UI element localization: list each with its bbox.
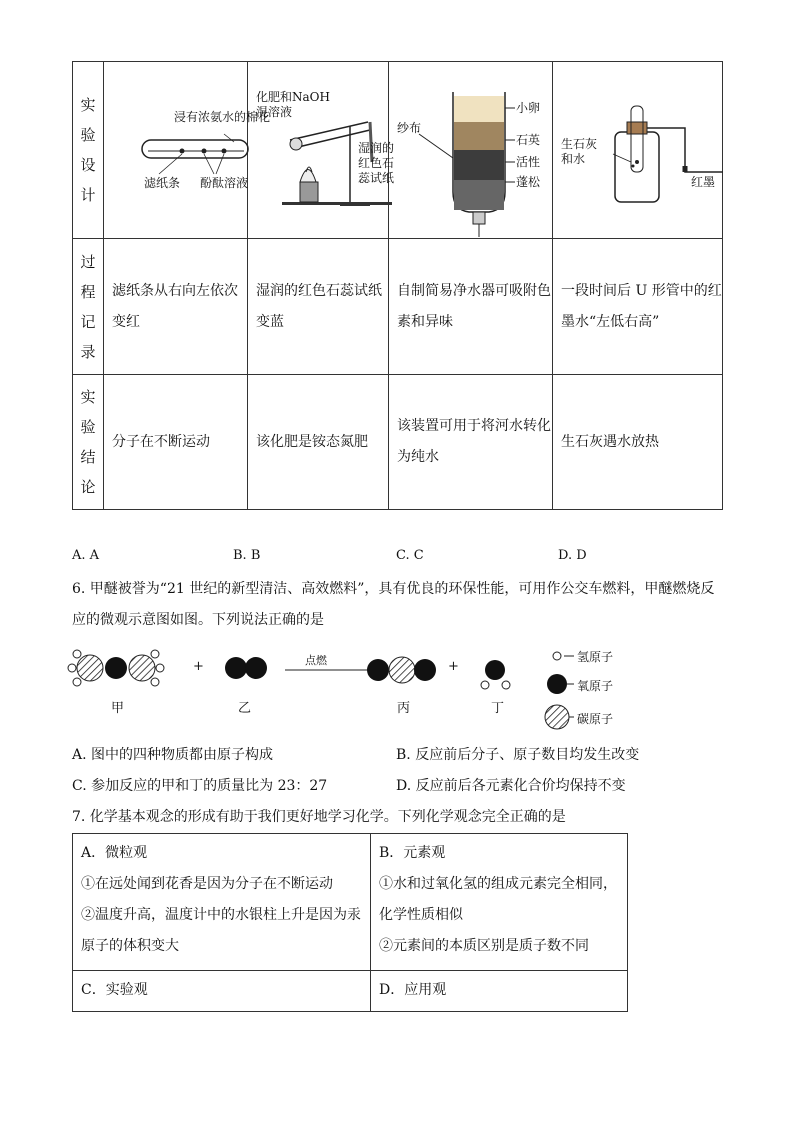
record-cell-d: 一段时间后 U 形管中的红墨水“左低右高” <box>553 239 723 375</box>
concept-cell-a[interactable] <box>73 834 371 971</box>
legend-carbon-icon <box>545 705 574 729</box>
label-fluffy: 蓬松 <box>516 175 541 189</box>
reaction-condition: 点燃 <box>305 654 327 667</box>
molecule-ding <box>481 660 510 689</box>
molecule-jia <box>68 650 164 686</box>
design-row <box>73 62 723 239</box>
record-cell-a: 滤纸条从右向左依次变红 <box>104 239 248 375</box>
concept-row-1 <box>73 834 628 971</box>
concept-cell-d[interactable] <box>371 971 628 1012</box>
q6-option-b[interactable]: B. 反应前后分子、原子数目均发生改变 <box>396 747 640 763</box>
q5-option-c[interactable]: C. C <box>396 548 424 563</box>
record-cell-b: 湿润的红色石蕊试纸变蓝 <box>248 239 389 375</box>
figure-water-purifier <box>389 62 553 239</box>
conclusion-cell-a: 分子在不断运动 <box>104 375 248 510</box>
legend-oxygen-label: 氧原子 <box>577 679 614 693</box>
concept-a-line2: ②温度升高，温度计中的水银柱上升是因为汞 <box>81 907 361 923</box>
label-filter-strip: 滤纸条 <box>144 176 181 190</box>
plus-sign-2: + <box>448 659 459 674</box>
label-mixed-solution: 混溶液 <box>256 105 293 119</box>
molecule-bing <box>367 657 436 683</box>
label-quicklime: 生石灰 <box>561 137 598 151</box>
figure-ammonia-diffusion <box>104 62 271 239</box>
conclusion-cell-d: 生石灰遇水放热 <box>553 375 723 510</box>
row-head-design: 实 验 设 计 <box>73 62 104 239</box>
row-head-conclusion: 实 验 结 论 <box>73 375 104 510</box>
molecule-yi <box>225 657 267 679</box>
label-quartz: 石英 <box>516 133 541 147</box>
reaction-diagram <box>60 640 660 730</box>
concept-b-line1: ①水和过氧化氢的组成元素完全相同， <box>379 876 617 892</box>
concept-c-title: C．实验观 <box>81 982 148 998</box>
concept-row-2 <box>73 971 628 1012</box>
label-and-water: 和水 <box>561 152 586 166</box>
q6-option-d[interactable]: D. 反应前后各元素化合价均保持不变 <box>396 778 626 794</box>
label-gauze: 纱布 <box>397 121 422 135</box>
conclusion-row <box>73 375 723 510</box>
record-row <box>73 239 723 375</box>
label-red-ink: 红墨 <box>691 175 716 189</box>
label-yi: 乙 <box>238 701 252 716</box>
label-pebbles: 小卵 <box>516 101 541 115</box>
concept-d-title: D．应用观 <box>379 982 447 998</box>
plus-sign-1: + <box>193 659 204 674</box>
conclusion-cell-c: 该装置可用于将河水转化为纯水 <box>389 375 553 510</box>
legend-hydrogen-label: 氢原子 <box>577 650 614 664</box>
q6-option-a[interactable]: A. 图中的四种物质都由原子构成 <box>72 747 274 763</box>
q6-stem-line1: 6. 甲醚被誉为“21 世纪的新型清洁、高效燃料”，具有优良的环保性能，可用作公交车燃料，甲醚燃烧反 <box>72 581 715 597</box>
q5-option-a[interactable]: A. A <box>72 548 100 563</box>
row-head-record: 过 程 记 录 <box>73 239 104 375</box>
label-wet: 湿润的 <box>358 141 395 155</box>
concept-cell-b[interactable] <box>371 834 628 971</box>
concept-cell-c[interactable] <box>73 971 371 1012</box>
concept-a-line3: 原子的体积变大 <box>81 938 179 954</box>
record-cell-c: 自制简易净水器可吸附色素和异味 <box>389 239 553 375</box>
label-bing: 丙 <box>397 701 411 716</box>
label-fertilizer: 化肥和NaOH <box>256 90 330 104</box>
q5-option-b[interactable]: B. B <box>233 548 261 563</box>
figure-fertilizer-heating <box>248 62 395 239</box>
experiment-table <box>72 61 723 510</box>
legend-hydrogen-icon <box>553 652 574 660</box>
q6-stem-line2: 应的微观示意图如图。下列说法正确的是 <box>72 612 324 628</box>
concept-table <box>72 833 628 1012</box>
concept-a-title: A．微粒观 <box>81 845 148 861</box>
label-litmus-paper: 蕊试纸 <box>358 171 395 185</box>
q6-option-c[interactable]: C. 参加反应的甲和丁的质量比为 23：27 <box>72 778 328 794</box>
conclusion-cell-b: 该化肥是铵态氮肥 <box>248 375 389 510</box>
label-ding: 丁 <box>491 701 505 716</box>
concept-a-line1: ①在远处闻到花香是因为分子在不断运动 <box>81 876 333 892</box>
label-phenolphthalein: 酚酞溶液 <box>200 176 249 190</box>
q7-stem: 7. 化学基本观念的形成有助于我们更好地学习化学。下列化学观念完全正确的是 <box>72 809 566 825</box>
concept-b-line3: ②元素间的本质区别是质子数不同 <box>379 938 589 954</box>
figure-lime-heat <box>553 62 723 239</box>
q5-option-d[interactable]: D. D <box>558 548 587 563</box>
label-red-litmus: 红色石 <box>358 156 395 170</box>
label-activated: 活性 <box>516 155 541 169</box>
legend-carbon-label: 碳原子 <box>577 712 614 726</box>
concept-b-line2: 化学性质相似 <box>379 907 463 923</box>
concept-b-title: B．元素观 <box>379 845 446 861</box>
label-jia: 甲 <box>111 701 125 716</box>
label-cotton: 浸有浓氨水的棉花 <box>174 110 271 124</box>
legend-oxygen-icon <box>547 674 574 694</box>
water-purifier-diagram <box>389 62 553 238</box>
ammonia-tube-diagram <box>104 62 248 238</box>
